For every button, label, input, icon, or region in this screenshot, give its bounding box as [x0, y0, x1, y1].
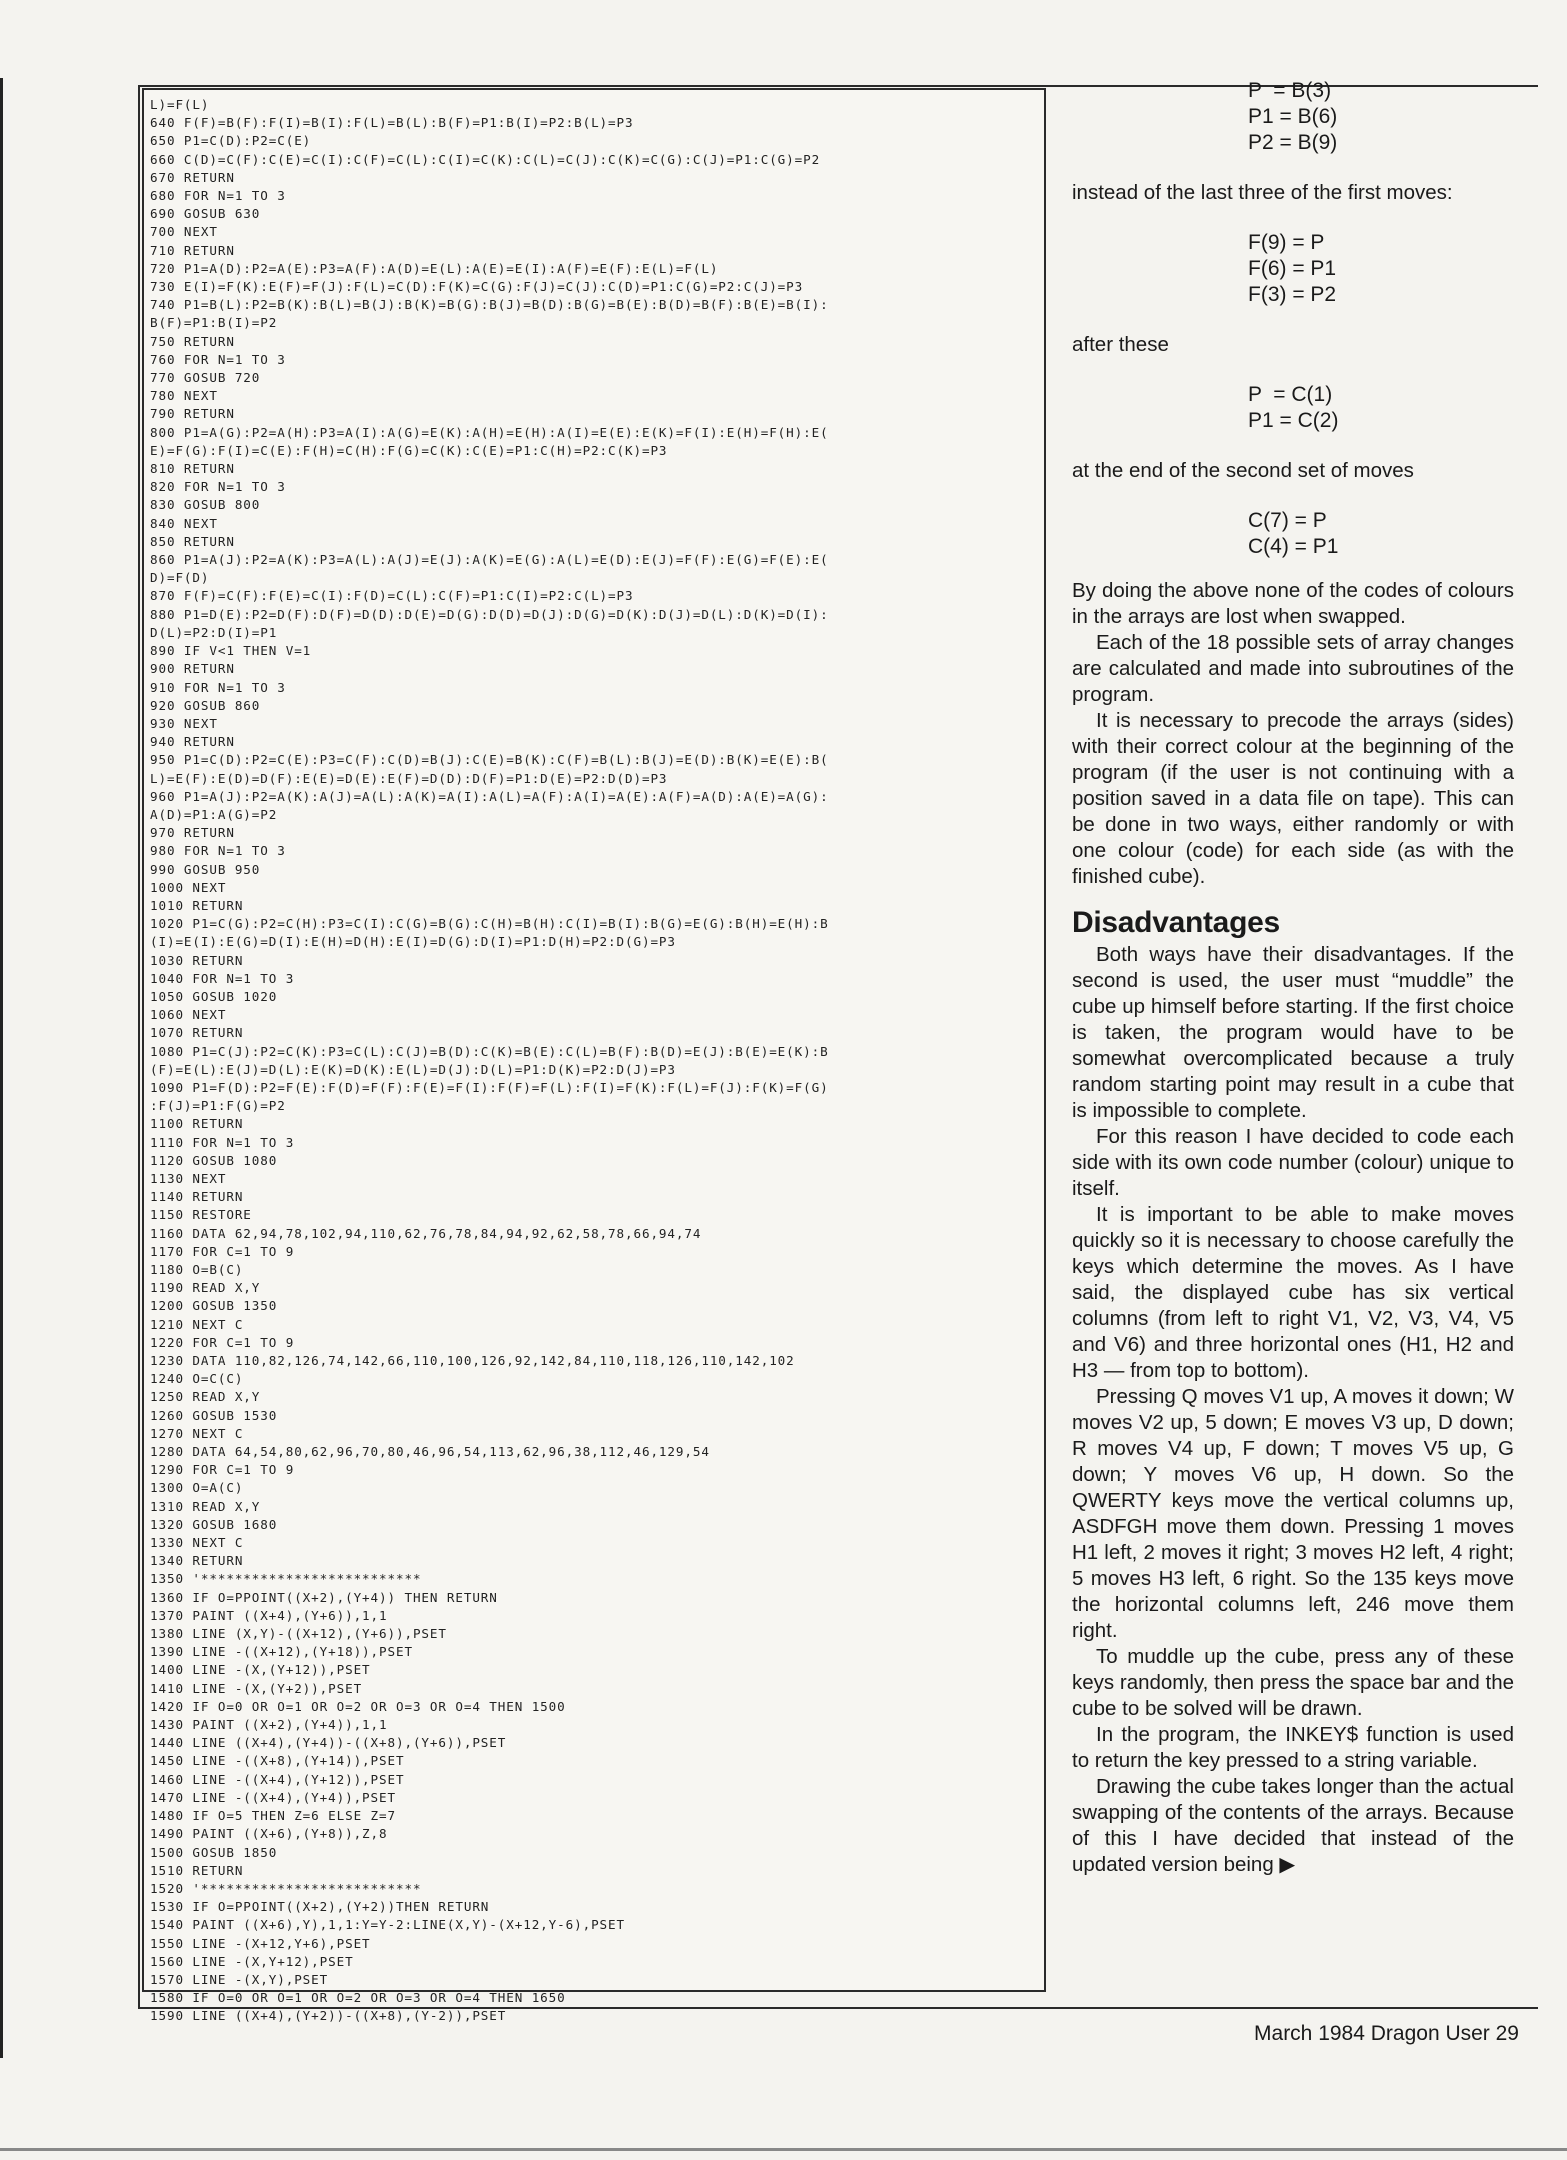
- formula-line: C(4) = P1: [1248, 535, 1339, 558]
- article-column: [1072, 78, 1514, 1878]
- paragraph: It is important to be able to make moves quickly so it is necessary to choose carefully the keys which determine the moves. As I have said, the displayed cube has six vertical columns (from left to right V1, V2, V3, V4, V5 and V6) and three horizontal ones (H1, H2 and H3 — from top to bottom).: [1072, 1203, 1514, 1382]
- formula-line: F(3) = P2: [1248, 283, 1337, 306]
- formula-line: P2 = B(9): [1248, 131, 1338, 154]
- subheading: Disadvantages: [1072, 906, 1280, 939]
- paragraph: Pressing Q moves V1 up, A moves it down; W moves V2 up, 5 down; E moves V3 up, D down; R moves V4 up, F down; T moves V5 up, G down; Y moves V6 up, H down. So the QWERTY keys move the vertical columns up, ASDFGH move them down. Pressing 1 moves H1 left, 2 moves it right; 3 moves H2 left, 4 right; 5 moves H3 left, 6 right. So the 135 keys move the horizontal columns left, 246 move them right.: [1072, 1385, 1514, 1642]
- paragraph: after these: [1072, 333, 1169, 356]
- paragraph: By doing the above none of the codes of colours in the arrays are lost when swapped.: [1072, 579, 1514, 628]
- paragraph: instead of the last three of the first moves:: [1072, 181, 1453, 204]
- listing-code: L)=F(L) 640 F(F)=B(F):F(I)=B(I):F(L)=B(L):B(F)=P1:B(I)=P2:B(L)=P3 650 P1=C(D):P2=C(E) 660 C(D)=C(F):C(E)=C(I):C(F)=C(L):C(I)=C(K):C(L)=C(J):C(K)=C(G):C(J)=P1:C(G)=P2 670 RETURN 680 FOR N=1 TO 3 690 GOSUB 630 700 NEXT 710 RETURN 720 P1=A(D):P2=A(E):P3=A(F):A(D)=E(L):A(E)=E(I):A(F)=E(F):E(L)=F(L) 730 E(I)=F(K):E(F)=F(J):F(L)=C(D):F(K)=C(G):F(J)=C(J):C(D)=P1:C(G)=P2:C(J)=P3 740 P1=B(L):P2=B(K):B(L)=B(J):B(K)=B(G):B(J)=B(D):B(G)=B(E):B(D)=B(F):B(E)=B(I): B(F)=P1:B(I)=P2 750 RETURN 760 FOR N=1 TO 3 770 GOSUB 720 780 NEXT 790 RETURN 800 P1=A(G):P2=A(H):P3=A(I):A(G)=E(K):A(H)=E(H):A(I)=E(E):E(K)=F(I):E(H)=F(H):E( E)=F(G):F(I)=C(E):F(H)=C(H):F(G)=C(K):C(E)=P1:C(H)=P2:C(K)=P3 810 RETURN 820 FOR N=1 TO 3 830 GOSUB 800 840 NEXT 850 RETURN 860 P1=A(J):P2=A(K):P3=A(L):A(J)=E(J):A(K)=E(G):A(L)=E(D):E(J)=F(F):E(G)=F(E):E( D)=F(D) 870 F(F)=C(F):F(E)=C(I):F(D)=C(L):C(F)=P1:C(I)=P2:C(L)=P3 880 P1=D(E):P2=D(F):D(F)=D(D):D(E)=D(G):D(D)=D(J):D(G)=D(K):D(J)=D(L):D(K)=D(I): D(L)=P2:D(I)=P1 890 IF V<1 THEN V=1 900 RETURN 910 FOR N=1 TO 3 920 GOSUB 860 930 NEXT 940 RETURN 950 P1=C(D):P2=C(E):P3=C(F):C(D)=B(J):C(E)=B(K):C(F)=B(L):B(J)=E(D):B(K)=E(E):B( L)=E(F):E(D)=D(F):E(E)=D(E):E(F)=D(D):D(F)=P1:D(E)=P2:D(D)=P3 960 P1=A(J):P2=A(K):A(J)=A(L):A(K)=A(I):A(L)=A(F):A(I)=A(E):A(F)=A(D):A(E)=A(G): A(D)=P1:A(G)=P2 970 RETURN 980 FOR N=1 TO 3 990 GOSUB 950 1000 NEXT 1010 RETURN 1020 P1=C(G):P2=C(H):P3=C(I):C(G)=B(G):C(H)=B(H):C(I)=B(I):B(G)=E(G):B(H)=E(H):B (I)=E(I):E(G)=D(I):E(H)=D(H):E(I)=D(G):D(I)=P1:D(H)=P2:D(G)=P3 1030 RETURN 1040 FOR N=1 TO 3 1050 GOSUB 1020 1060 NEXT 1070 RETURN 1080 P1=C(J):P2=C(K):P3=C(L):C(J)=B(D):C(K)=B(E):C(L)=B(F):B(D)=E(J):B(E)=E(K):B (F)=E(L):E(J)=D(L):E(K)=D(K):E(L)=D(J):D(L)=P1:D(K)=P2:D(J)=P3 1090 P1=F(D):P2=F(E):F(D)=F(F):F(E)=F(I):F(F)=F(L):F(I)=F(K):F(L)=F(J):F(K)=F(G) :F(J)=P1:F(G)=P2 1100 RETURN 1110 FOR N=1 TO 3 1120 GOSUB 1080 1130 NEXT 1140 RETURN 1150 RESTORE 1160 DATA 62,94,78,102,94,110,62,76,78,84,94,92,62,58,78,66,94,74 1170 FOR C=1 TO 9 1180 O=B(C) 1190 READ X,Y 1200 GOSUB 1350 1210 NEXT C 1220 FOR C=1 TO 9 1230 DATA 110,82,126,74,142,66,110,100,126,92,142,84,110,118,126,110,142,102 1240 O=C(C) 1250 READ X,Y 1260 GOSUB 1530 1270 NEXT C 1280 DATA 64,54,80,62,96,70,80,46,96,54,113,62,96,38,112,46,129,54 1290 FOR C=1 TO 9 1300 O=A(C) 1310 READ X,Y 1320 GOSUB 1680 1330 NEXT C 1340 RETURN 1350 '************************** 1360 IF O=PPOINT((X+2),(Y+4)) THEN RETURN 1370 PAINT ((X+4),(Y+6)),1,1 1380 LINE (X,Y)-((X+12),(Y+6)),PSET 1390 LINE -((X+12),(Y+18)),PSET 1400 LINE -(X,(Y+12)),PSET 1410 LINE -(X,(Y+2)),PSET 1420 IF O=0 OR O=1 OR O=2 OR O=3 OR O=4 THEN 1500 1430 PAINT ((X+2),(Y+4)),1,1 1440 LINE ((X+4),(Y+4))-((X+8),(Y+6)),PSET 1450 LINE -((X+8),(Y+14)),PSET 1460 LINE -((X+4),(Y+12)),PSET 1470 LINE -((X+4),(Y+4)),PSET 1480 IF O=5 THEN Z=6 ELSE Z=7 1490 PAINT ((X+6),(Y+8)),Z,8 1500 GOSUB 1850 1510 RETURN 1520 '************************** 1530 IF O=PPOINT((X+2),(Y+2))THEN RETURN 1540 PAINT ((X+6),Y),1,1:Y=Y-2:LINE(X,Y)-(X+12,Y-6),PSET 1550 LINE -(X+12,Y+6),PSET 1560 LINE -(X,Y+12),PSET 1570 LINE -(X,Y),PSET 1580 IF O=0 OR O=1 OR O=2 OR O=3 OR O=4 THEN 1650 1590 LINE ((X+4),(Y+2))-((X+8),(Y-2)),PSET: [150, 97, 829, 2024]
- paragraph: Each of the 18 possible sets of array changes are calculated and made into subroutines of the program.: [1072, 631, 1514, 706]
- formula-line: P1 = B(6): [1248, 105, 1338, 128]
- paragraph: It is necessary to precode the arrays (sides) with their correct colour at the beginning of the program (if the user is not continuing with a position saved in a data file on tape). This can be done in two ways, either randomly or with one colour (code) for each side (as with the finished cube).: [1072, 709, 1514, 888]
- formula-line: P = C(1): [1248, 383, 1333, 406]
- formula-block-1: [1072, 78, 1514, 156]
- formula-line: C(7) = P: [1248, 509, 1327, 532]
- formula-line: F(9) = P: [1248, 231, 1325, 254]
- formula-block-4: [1072, 508, 1514, 560]
- formula-line: P1 = C(2): [1248, 409, 1339, 432]
- paragraph: For this reason I have decided to code each side with its own code number (colour) unique to itself.: [1072, 1125, 1514, 1200]
- scan-edge-line: [0, 2148, 1567, 2151]
- left-margin-rule: [0, 78, 3, 2058]
- paragraph: Both ways have their disadvantages. If the second is used, the user must “muddle” the cube up himself before starting. If the first choice is taken, the program would have to be somewhat overcomplicated because a truly random starting point may result in a cube that is impossible to complete.: [1072, 943, 1514, 1122]
- paragraph: Drawing the cube takes longer than the actual swapping of the contents of the arrays. Because of this I have decided that instead of the updated version being ▶: [1072, 1775, 1514, 1876]
- formula-line: F(6) = P1: [1248, 257, 1337, 280]
- paragraph: at the end of the second set of moves: [1072, 459, 1414, 482]
- formula-block-2: [1072, 230, 1514, 308]
- formula-line: P = B(3): [1248, 79, 1332, 102]
- page-footer: March 1984 Dragon User 29: [1254, 2022, 1519, 2045]
- program-listing: [142, 88, 1046, 2024]
- paragraph: In the program, the INKEY$ function is used to return the key pressed to a string variable.: [1072, 1723, 1514, 1772]
- paragraph: To muddle up the cube, press any of these keys randomly, then press the space bar and the cube to be solved will be drawn.: [1072, 1645, 1514, 1720]
- formula-block-3: [1072, 382, 1514, 434]
